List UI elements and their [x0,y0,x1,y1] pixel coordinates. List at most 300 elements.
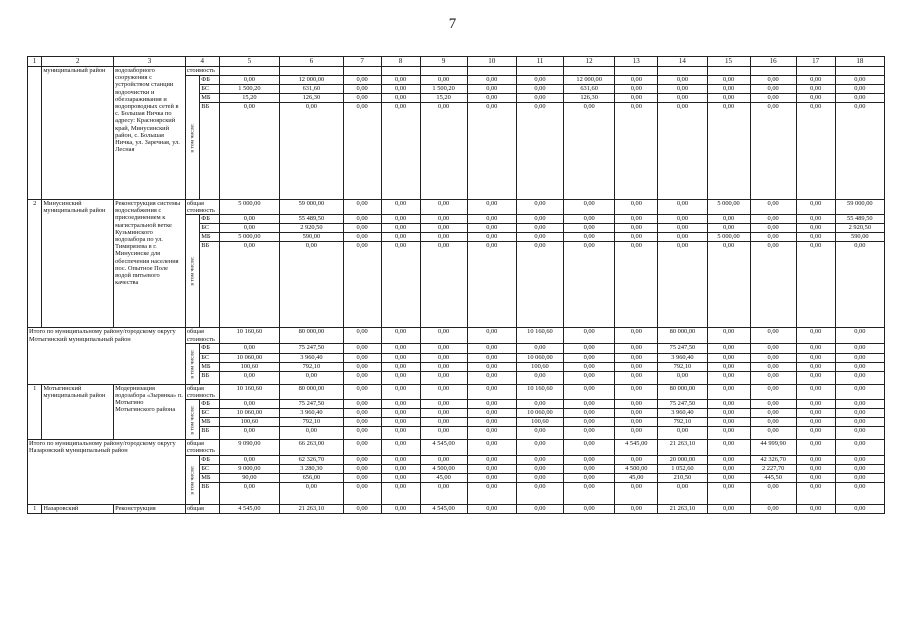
funding-value-cell: 0,00 [564,233,615,242]
total-value-cell: 59 000,00 [280,200,344,215]
funding-value-cell: 210,50 [658,473,707,482]
total-value-cell: 0,00 [564,384,615,399]
funding-value-cell: 0,00 [467,409,516,418]
funding-value-cell: 0,00 [707,94,750,103]
total-value-cell [707,67,750,76]
total-value-cell: 80 000,00 [658,384,707,399]
total-cost-label: общая стоимость [185,384,219,399]
including-label [185,215,199,328]
funding-value-cell: 42 326,70 [750,455,796,464]
funding-value-cell: 0,00 [280,242,344,328]
funding-value-cell: 0,00 [658,482,707,504]
object-description: водозаборного сооружения с устройством станции водоочистки и обеззараживания и водопроводных сетей в с. Большая Ничка по адресу: Красноярский край, Минусинский район, с. Большая Ничка, ул. Заречная, ул. Лесная [114,67,186,200]
funding-value-cell: 0,00 [420,482,467,504]
funding-value-cell: 75 247,50 [658,400,707,409]
column-number: 10 [467,57,516,67]
funding-value-cell: 0,00 [516,455,563,464]
funding-value-cell: 0,00 [516,224,563,233]
funding-value-cell: 12 000,00 [280,76,344,85]
including-label [185,455,199,504]
funding-value-cell: 0,00 [615,400,658,409]
total-value-cell: 0,00 [381,328,420,343]
funding-value-cell: 126,30 [280,94,344,103]
funding-value-cell: 0,00 [615,242,658,328]
including-label [185,76,199,200]
funding-value-cell: 0,00 [796,224,835,233]
funding-value-cell: 0,00 [835,464,884,473]
funding-value-cell: 0,00 [381,94,420,103]
funding-value-cell: 0,00 [658,94,707,103]
funding-value-cell: 0,00 [343,343,381,353]
funding-value-cell: 0,00 [796,362,835,371]
funding-value-cell: 0,00 [835,103,884,200]
funding-value-cell: 0,00 [564,473,615,482]
including-text: в том числе: [188,122,195,153]
funding-value-cell: 0,00 [381,418,420,427]
funding-value-cell: 0,00 [835,418,884,427]
funding-value-cell: 0,00 [750,418,796,427]
total-value-cell: 0,00 [564,328,615,343]
funding-value-cell: 0,00 [564,455,615,464]
funding-source-code: ВБ [200,371,219,384]
funding-value-cell: 0,00 [467,94,516,103]
funding-value-cell: 0,00 [750,400,796,409]
funding-value-cell: 0,00 [615,224,658,233]
funding-value-cell: 0,00 [516,400,563,409]
total-value-cell: 80 000,00 [658,328,707,343]
funding-source-code: БС [200,464,219,473]
funding-value-cell: 0,00 [381,371,420,384]
including-label [185,343,199,384]
total-value-cell: 21 263,10 [658,440,707,455]
funding-value-cell: 0,00 [219,427,279,440]
funding-value-cell: 0,00 [835,76,884,85]
total-value-cell: 0,00 [835,328,884,343]
funding-value-cell: 1 500,20 [219,85,279,94]
funding-value-cell: 0,00 [467,418,516,427]
column-number-row [28,57,885,67]
funding-value-cell: 0,00 [516,242,563,328]
column-number: 6 [280,57,344,67]
funding-value-cell: 0,00 [658,76,707,85]
funding-value-cell: 0,00 [381,85,420,94]
funding-value-cell: 0,00 [343,371,381,384]
total-value-cell: 9 090,00 [219,440,279,455]
funding-value-cell: 0,00 [343,400,381,409]
row-number: 2 [28,200,42,328]
district-name: муниципальный район [42,67,114,200]
funding-value-cell: 0,00 [658,85,707,94]
funding-value-cell: 0,00 [615,455,658,464]
funding-value-cell: 0,00 [615,409,658,418]
total-value-cell: 0,00 [381,384,420,399]
funding-value-cell: 0,00 [467,76,516,85]
funding-value-cell: 0,00 [658,427,707,440]
funding-value-cell: 0,00 [219,371,279,384]
funding-value-cell: 0,00 [750,482,796,504]
funding-value-cell: 0,00 [467,427,516,440]
funding-value-cell: 792,10 [280,362,344,371]
funding-value-cell: 45,00 [420,473,467,482]
total-value-cell: 0,00 [796,384,835,399]
funding-value-cell: 0,00 [707,215,750,224]
funding-source-code: ВБ [200,482,219,504]
project-total-row [28,384,885,399]
funding-value-cell: 0,00 [796,400,835,409]
funding-value-cell: 0,00 [658,224,707,233]
total-value-cell: 0,00 [564,200,615,215]
funding-value-cell: 0,00 [615,215,658,224]
total-value-cell [796,67,835,76]
funding-value-cell: 0,00 [615,94,658,103]
funding-value-cell: 0,00 [420,224,467,233]
funding-source-code: ФБ [200,400,219,409]
funding-value-cell: 0,00 [219,482,279,504]
total-value-cell: 0,00 [796,328,835,343]
total-value-cell: 0,00 [707,384,750,399]
total-value-cell [280,67,344,76]
funding-value-cell: 3 960,40 [280,353,344,362]
funding-value-cell: 0,00 [564,343,615,353]
funding-source-code: МБ [200,362,219,371]
funding-value-cell: 0,00 [467,343,516,353]
total-value-cell: 0,00 [615,200,658,215]
total-value-cell: 0,00 [835,440,884,455]
funding-value-cell: 0,00 [564,215,615,224]
funding-value-cell: 0,00 [707,353,750,362]
total-value-cell: 0,00 [381,440,420,455]
funding-value-cell: 0,00 [707,482,750,504]
total-value-cell: 0,00 [343,200,381,215]
total-value-cell: 0,00 [796,504,835,513]
funding-value-cell: 0,00 [707,464,750,473]
total-value-cell: 0,00 [516,504,563,513]
funding-source-code: ВБ [200,103,219,200]
column-number: 16 [750,57,796,67]
funding-value-cell: 0,00 [750,94,796,103]
funding-value-cell: 0,00 [615,353,658,362]
funding-value-cell: 0,00 [564,103,615,200]
funding-value-cell: 0,00 [343,242,381,328]
including-text: в том числе: [188,465,195,495]
funding-value-cell: 0,00 [796,427,835,440]
funding-value-cell: 0,00 [796,353,835,362]
funding-value-cell: 0,00 [835,362,884,371]
funding-value-cell: 0,00 [420,103,467,200]
row-number [28,67,42,200]
total-value-cell: 0,00 [796,200,835,215]
project-total-row [28,200,885,215]
funding-source-code: БС [200,353,219,362]
funding-value-cell: 0,00 [796,482,835,504]
funding-value-cell: 656,00 [280,473,344,482]
funding-value-cell: 0,00 [658,233,707,242]
funding-value-cell: 0,00 [467,362,516,371]
funding-value-cell: 0,00 [420,233,467,242]
column-number: 18 [835,57,884,67]
total-value-cell: 59 000,00 [835,200,884,215]
funding-value-cell: 0,00 [219,76,279,85]
summary-label: Итого по муниципальному району/городскому округу Мотыгинский муниципальный район [28,328,186,384]
funding-value-cell: 0,00 [381,353,420,362]
funding-value-cell: 0,00 [516,427,563,440]
funding-value-cell: 0,00 [381,362,420,371]
total-value-cell [835,67,884,76]
funding-value-cell: 0,00 [467,215,516,224]
funding-value-cell: 0,00 [564,400,615,409]
funding-value-cell: 0,00 [343,482,381,504]
funding-value-cell: 3 960,40 [280,409,344,418]
funding-value-cell: 0,00 [516,371,563,384]
funding-value-cell: 0,00 [343,103,381,200]
funding-value-cell: 10 060,00 [219,353,279,362]
total-value-cell [343,67,381,76]
funding-value-cell: 0,00 [564,371,615,384]
funding-value-cell: 0,00 [564,362,615,371]
district-name: Минусинский муниципальный район [42,200,114,328]
total-value-cell: 10 160,60 [516,384,563,399]
funding-value-cell: 0,00 [615,482,658,504]
total-value-cell: 0,00 [343,504,381,513]
funding-value-cell: 0,00 [750,76,796,85]
funding-value-cell: 0,00 [707,224,750,233]
funding-value-cell: 0,00 [219,343,279,353]
funding-value-cell: 3 960,40 [658,409,707,418]
funding-value-cell: 0,00 [835,371,884,384]
district-name: Мотыгинский муниципальный район [42,384,114,439]
total-value-cell: 44 999,90 [750,440,796,455]
funding-value-cell: 0,00 [381,400,420,409]
funding-value-cell: 75 247,50 [658,343,707,353]
funding-value-cell: 0,00 [420,455,467,464]
total-value-cell: 0,00 [516,200,563,215]
object-description: Модернизация водозабора «Зырянка» п. Мотыгино Мотыгинского района [114,384,186,439]
funding-value-cell: 100,60 [219,418,279,427]
funding-value-cell: 0,00 [707,362,750,371]
total-value-cell [750,67,796,76]
funding-value-cell: 0,00 [516,482,563,504]
funding-value-cell: 0,00 [343,76,381,85]
total-value-cell: 10 160,60 [219,328,279,343]
funding-value-cell: 62 326,70 [280,455,344,464]
funding-value-cell: 1 052,60 [658,464,707,473]
funding-value-cell: 2 227,70 [750,464,796,473]
funding-value-cell: 0,00 [420,409,467,418]
funding-value-cell: 0,00 [564,427,615,440]
total-value-cell [420,67,467,76]
funding-value-cell: 0,00 [467,233,516,242]
funding-value-cell: 0,00 [564,224,615,233]
funding-value-cell: 0,00 [467,353,516,362]
total-value-cell: 0,00 [750,328,796,343]
total-value-cell: 0,00 [467,384,516,399]
funding-value-cell: 0,00 [796,418,835,427]
funding-value-cell: 0,00 [835,85,884,94]
funding-value-cell: 631,60 [280,85,344,94]
including-text: в том числе: [188,349,195,379]
funding-value-cell: 0,00 [750,224,796,233]
total-value-cell: 0,00 [750,384,796,399]
total-value-cell: 0,00 [467,504,516,513]
column-number: 12 [564,57,615,67]
funding-source-code: БС [200,224,219,233]
funding-value-cell: 0,00 [835,455,884,464]
total-value-cell [381,67,420,76]
funding-value-cell: 0,00 [658,103,707,200]
funding-value-cell: 0,00 [707,418,750,427]
funding-value-cell: 0,00 [343,362,381,371]
funding-value-cell: 0,00 [615,427,658,440]
funding-value-cell: 0,00 [564,353,615,362]
funding-value-cell: 0,00 [381,215,420,224]
funding-value-cell: 0,00 [343,224,381,233]
funding-value-cell: 0,00 [516,94,563,103]
funding-value-cell: 0,00 [420,353,467,362]
total-value-cell: 4 545,00 [615,440,658,455]
total-value-cell: 4 545,00 [219,504,279,513]
total-value-cell: 0,00 [658,200,707,215]
total-cost-label: общая стоимость [185,440,219,455]
project-total-row [28,504,885,513]
funding-source-code: ВБ [200,242,219,328]
funding-value-cell: 9 000,00 [219,464,279,473]
funding-value-cell: 0,00 [615,362,658,371]
funding-value-cell: 0,00 [516,85,563,94]
funding-value-cell: 0,00 [796,85,835,94]
funding-value-cell: 0,00 [516,76,563,85]
funding-value-cell: 0,00 [835,482,884,504]
total-cost-label: стоимость [185,67,219,76]
funding-value-cell: 0,00 [343,427,381,440]
funding-value-cell: 0,00 [343,233,381,242]
column-number: 15 [707,57,750,67]
funding-value-cell: 0,00 [835,94,884,103]
total-value-cell: 80 000,00 [280,328,344,343]
funding-value-cell: 0,00 [796,94,835,103]
funding-value-cell: 75 247,50 [280,343,344,353]
funding-value-cell: 0,00 [564,418,615,427]
funding-source-code: ФБ [200,76,219,85]
funding-source-code: МБ [200,473,219,482]
total-value-cell: 0,00 [420,200,467,215]
total-value-cell: 10 160,60 [219,384,279,399]
funding-value-cell: 0,00 [381,242,420,328]
total-value-cell: 0,00 [707,504,750,513]
total-value-cell: 0,00 [516,440,563,455]
funding-value-cell: 0,00 [280,103,344,200]
total-value-cell: 0,00 [381,504,420,513]
column-number: 17 [796,57,835,67]
funding-value-cell: 0,00 [615,233,658,242]
funding-value-cell: 90,00 [219,473,279,482]
funding-value-cell: 0,00 [343,85,381,94]
funding-value-cell: 0,00 [467,103,516,200]
project-total-row [28,67,885,76]
column-number: 7 [343,57,381,67]
funding-value-cell: 0,00 [381,76,420,85]
funding-source-code: БС [200,85,219,94]
funding-value-cell: 0,00 [615,76,658,85]
total-value-cell: 0,00 [343,384,381,399]
funding-value-cell: 0,00 [343,464,381,473]
funding-source-code: ВБ [200,427,219,440]
funding-value-cell: 0,00 [615,371,658,384]
funding-value-cell: 0,00 [796,409,835,418]
funding-value-cell: 0,00 [467,473,516,482]
funding-value-cell: 0,00 [615,85,658,94]
funding-value-cell: 0,00 [420,242,467,328]
funding-value-cell: 0,00 [658,242,707,328]
funding-value-cell: 0,00 [516,464,563,473]
total-value-cell: 0,00 [750,200,796,215]
funding-value-cell: 0,00 [381,409,420,418]
total-cost-label: общая [185,504,219,513]
total-value-cell: 0,00 [615,384,658,399]
funding-value-cell: 0,00 [467,455,516,464]
funding-value-cell: 0,00 [381,343,420,353]
total-value-cell: 0,00 [707,440,750,455]
funding-value-cell: 590,00 [835,233,884,242]
total-value-cell: 5 000,00 [219,200,279,215]
column-number: 11 [516,57,563,67]
funding-value-cell: 0,00 [564,409,615,418]
funding-value-cell: 0,00 [564,464,615,473]
funding-source-code: МБ [200,233,219,242]
funding-value-cell: 0,00 [420,400,467,409]
funding-value-cell: 0,00 [381,473,420,482]
funding-value-cell: 0,00 [343,418,381,427]
funding-value-cell: 0,00 [796,464,835,473]
funding-value-cell: 0,00 [707,371,750,384]
district-name: Назаровский [42,504,114,513]
total-value-cell [516,67,563,76]
funding-source-code: ФБ [200,343,219,353]
funding-value-cell: 0,00 [219,455,279,464]
funding-value-cell: 792,10 [658,362,707,371]
funding-value-cell: 0,00 [420,362,467,371]
funding-value-cell: 0,00 [467,482,516,504]
funding-value-cell: 0,00 [750,215,796,224]
row-number: 1 [28,384,42,439]
funding-source-code: МБ [200,418,219,427]
funding-value-cell: 0,00 [467,464,516,473]
funding-value-cell: 0,00 [381,482,420,504]
funding-value-cell: 0,00 [835,242,884,328]
funding-value-cell: 2 920,50 [835,224,884,233]
funding-value-cell: 0,00 [796,242,835,328]
funding-value-cell: 45,00 [615,473,658,482]
funding-value-cell: 2 920,50 [280,224,344,233]
total-value-cell: 0,00 [564,504,615,513]
funding-value-cell: 15,20 [420,94,467,103]
funding-value-cell: 0,00 [658,215,707,224]
funding-value-cell: 0,00 [835,343,884,353]
funding-value-cell: 0,00 [381,427,420,440]
funding-value-cell: 1 500,20 [420,85,467,94]
funding-value-cell: 0,00 [796,371,835,384]
funding-value-cell: 3 280,30 [280,464,344,473]
funding-value-cell: 55 489,50 [280,215,344,224]
total-value-cell [615,67,658,76]
funding-value-cell: 0,00 [835,473,884,482]
page-number: 7 [448,16,457,32]
funding-value-cell: 75 247,50 [280,400,344,409]
funding-value-cell: 0,00 [516,343,563,353]
funding-value-cell: 0,00 [343,94,381,103]
including-text: в том числе: [188,256,195,286]
funding-value-cell: 15,20 [219,94,279,103]
funding-value-cell: 0,00 [707,103,750,200]
